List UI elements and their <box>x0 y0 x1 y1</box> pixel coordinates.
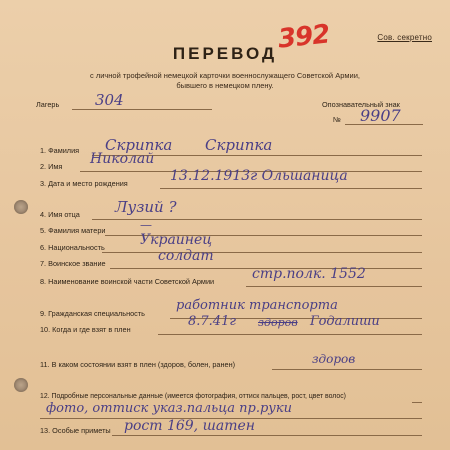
tag-no-label: № <box>333 115 341 124</box>
subtitle-line-1: с личной трофейной немецкой карточки военнослужащего Советской Армии, <box>89 71 361 80</box>
field-4-label: 4. Имя отца <box>40 210 80 219</box>
classification-mark: Сов. секретно <box>377 33 432 42</box>
field-1-label: 1. Фамилия <box>40 146 80 155</box>
punch-hole-bottom <box>14 378 28 392</box>
field-13-rule <box>112 435 422 436</box>
subtitle-line-2: бывшего в немецком плену. <box>176 81 274 90</box>
field-12-rule-a <box>412 402 422 403</box>
field-9-value: работник транспорта <box>176 298 338 313</box>
field-13-label: 13. Особые приметы <box>40 426 111 435</box>
field-5-label: 5. Фамилия матери <box>40 226 106 235</box>
field-2-label: 2. Имя <box>40 162 63 171</box>
field-12-label: 12. Подробные персональные данные (имеется фотография, оттиск пальцев, рост, цвет волос) <box>40 393 346 400</box>
field-11-rule <box>272 369 422 370</box>
document-subtitle <box>0 71 450 91</box>
camp-label: Лагерь <box>36 100 60 109</box>
field-10-label: 10. Когда и где взят в плен <box>40 325 131 334</box>
field-6-value: Украинец <box>140 232 213 248</box>
field-10-place-value: Годалиши <box>310 314 380 329</box>
field-6-rule <box>102 252 422 253</box>
camp-value: 304 <box>95 91 124 109</box>
field-13-value: рост 169, шатен <box>124 418 255 434</box>
tag-value: 9907 <box>360 106 401 125</box>
field-9-label: 9. Гражданская специальность <box>40 309 145 318</box>
field-1-value-repeat: Скрипка <box>205 136 273 154</box>
field-8-label: 8. Наименование воинской части Советской Армии <box>40 277 215 286</box>
field-3-value: 13.12.1913г Ольшаница <box>170 168 348 184</box>
document-title: ПЕРЕВОД <box>172 44 278 63</box>
field-11-label: 11. В каком состоянии взят в плен (здоров, болен, ранен) <box>40 360 236 369</box>
punch-hole-top <box>14 200 28 214</box>
field-3-label: 3. Дата и место рождения <box>40 179 128 188</box>
camp-rule <box>72 109 212 110</box>
field-7-label: 7. Воинское звание <box>40 259 106 268</box>
field-4-value: Лузий ? <box>115 198 177 216</box>
field-10-value: 8.7.41г <box>188 314 236 329</box>
field-8-value: стр.полк. 1552 <box>252 266 366 282</box>
field-5-value: — <box>140 218 152 232</box>
field-8-rule <box>246 286 422 287</box>
field-3-rule <box>160 188 422 189</box>
field-6-label: 6. Национальность <box>40 243 105 252</box>
field-10-struck-value: здоров <box>258 316 298 329</box>
field-10-rule <box>158 334 422 335</box>
field-1-value: Скрипка <box>105 136 173 154</box>
field-11-value: здоров <box>312 352 356 366</box>
field-12-value: фото, оттиск указ.пальца пр.руки <box>46 401 292 416</box>
field-7-value: солдат <box>158 248 214 264</box>
field-2-value: Николай <box>90 151 155 167</box>
tag-label: Опознавательный знак <box>322 100 400 109</box>
handwritten-stamp-number: 392 <box>276 19 331 55</box>
